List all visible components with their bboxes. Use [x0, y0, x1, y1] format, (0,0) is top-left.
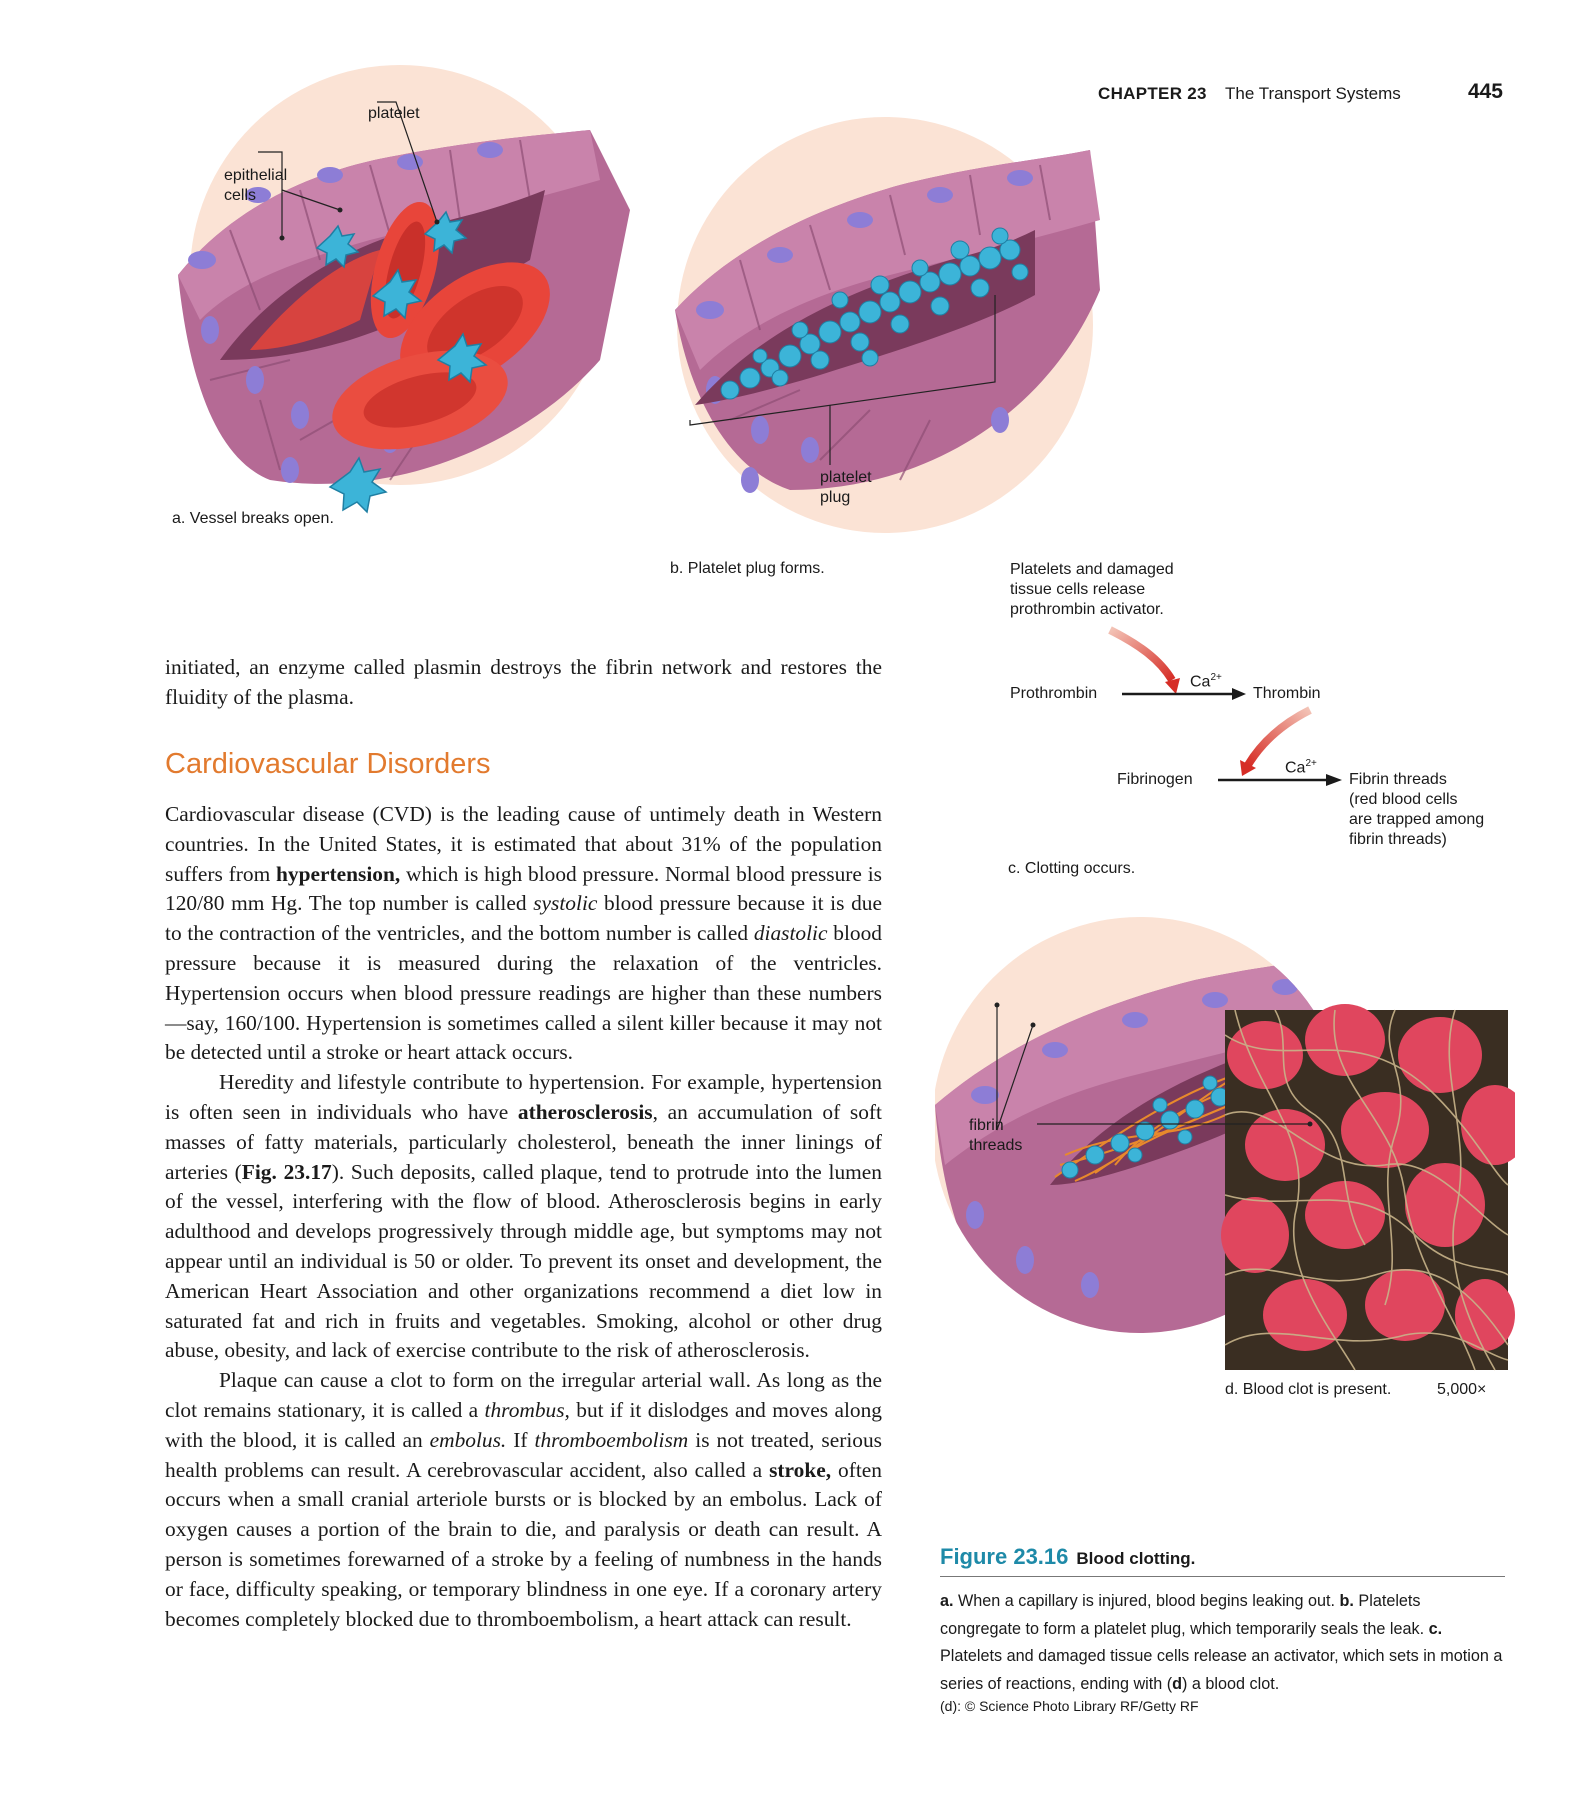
platelet-plug-drawing [670, 60, 1110, 550]
panel-c-clotting-diagram [1010, 560, 1510, 880]
prothrombin-label: Prothrombin [1010, 685, 1098, 702]
intro-paragraph [165, 653, 882, 713]
ca-ion-label-2: $Ca^{2+}$ [1285, 758, 1317, 777]
magnification-label: 5,000× [1437, 1381, 1487, 1398]
label-platelet-plug: platelet plug [820, 469, 872, 506]
chapter-label: CHAPTER 23 [1098, 84, 1207, 103]
thrombin-label: Thrombin [1253, 685, 1321, 702]
blood-clot-drawing [935, 915, 1515, 1535]
section-heading: Cardiovascular Disorders [165, 748, 491, 780]
label-platelet: platelet [368, 105, 420, 122]
activator-release-text: Platelets and damaged tissue cells release prothrombin activator. [1010, 561, 1174, 618]
chapter-title: The Transport Systems [1225, 84, 1401, 103]
caption-b: b. Platelet plug forms. [670, 560, 825, 577]
fibrin-threads-label: Fibrin threads (red blood cells are trapped among fibrin threads) [1349, 771, 1485, 848]
caption-a: a. Vessel breaks open. [172, 510, 334, 527]
panel-b-illustration [670, 60, 1110, 580]
vessel-break-drawing [150, 60, 630, 550]
panel-d-illustration [935, 915, 1515, 1535]
figure-description: a. When a capillary is injured, blood begins leaking out. b. Platelets congregate to form a platelet plug, which temporarily seals the leak. c. Platelets and damaged tissue cells release an activator, which sets in motion a series of reactions, ending with (d) a blood clot. [940, 1592, 1503, 1693]
paragraph-stroke: Plaque can cause a clot to form on the irregular arterial wall. As long as the clot remains stationary, it is called a thrombus, but if it dislodges and moves along with the blood, it is called an embolus. If thromboembolism is not treated, serious health problems can result. A cerebrovascular accident, also called a stroke, often occurs when a small cranial arteriole bursts or is blocked by an embolus. Lack of oxygen causes a portion of the brain to die, and paralysis or death can result. A person is sometimes forewarned of a stroke by a feeling of numbness in the hands or face, difficulty speaking, or temporary blindness in one eye. If a coronary artery becomes completely blocked due to thromboembolism, a heart attack can result. [165, 1368, 882, 1631]
fibrinogen-label: Fibrinogen [1117, 771, 1193, 788]
paragraph-atherosclerosis: Heredity and lifestyle contribute to hypertension. For example, hypertension is often seen in individuals who have atherosclerosis, an accumulation of soft masses of fatty materials, particularly cholesterol, beneath the inner linings of arteries (Fig. 23.17). Such deposits, called plaque, tend to protrude into the lumen of the vessel, interfering with the flow of blood. Atherosclerosis begins in early adulthood and develops progressively through middle age, but symptoms may not appear until an individual is 50 or older. To prevent its onset and development, the American Heart Association and other organizations recommend a diet low in saturated fat and rich in fruits and vegetables. Smoking, alcohol or other drug abuse, obesity, and lack of exercise contribute to the risk of atherosclerosis. [165, 1070, 882, 1363]
caption-c: c. Clotting occurs. [1008, 860, 1136, 877]
label-fibrin-threads: fibrin threads [969, 1117, 1023, 1154]
page-number: 445 [1467, 80, 1503, 103]
image-credit: (d): © Science Photo Library RF/Getty RF [940, 1698, 1199, 1714]
figure-title [940, 1544, 1505, 1577]
label-epithelial-cells: epithelial cells [224, 167, 288, 204]
ca-ion-label-1: $Ca^{2+}$ [1190, 672, 1222, 691]
figure-name: Blood clotting. [1076, 1549, 1196, 1568]
caption-d: d. Blood clot is present. [1225, 1381, 1392, 1398]
paragraph-plasmin: initiated, an enzyme called plasmin destroys the fibrin network and restores the fluidity of the plasma. [165, 655, 882, 709]
panel-a-illustration [150, 60, 630, 550]
figure-number: Figure 23.16 [940, 1544, 1069, 1569]
main-body [165, 800, 882, 1634]
running-header [1098, 82, 1503, 110]
paragraph-hypertension: Cardiovascular disease (CVD) is the leading cause of untimely death in Western countries. In the United States, it is estimated that about 31% of the population suffers from hypertension, which is high blood pressure. Normal blood pressure is 120/80 mm Hg. The top number is called systolic blood pressure because it is due to the contraction of the ventricles, and the bottom number is called diastolic blood pressure because it is measured during the relaxation of the ventricles. Hypertension occurs when blood pressure readings are higher than these numbers—say, 160/100. Hypertension is sometimes called a silent killer because it may not be detected until a stroke or heart attack occurs. [165, 802, 882, 1065]
